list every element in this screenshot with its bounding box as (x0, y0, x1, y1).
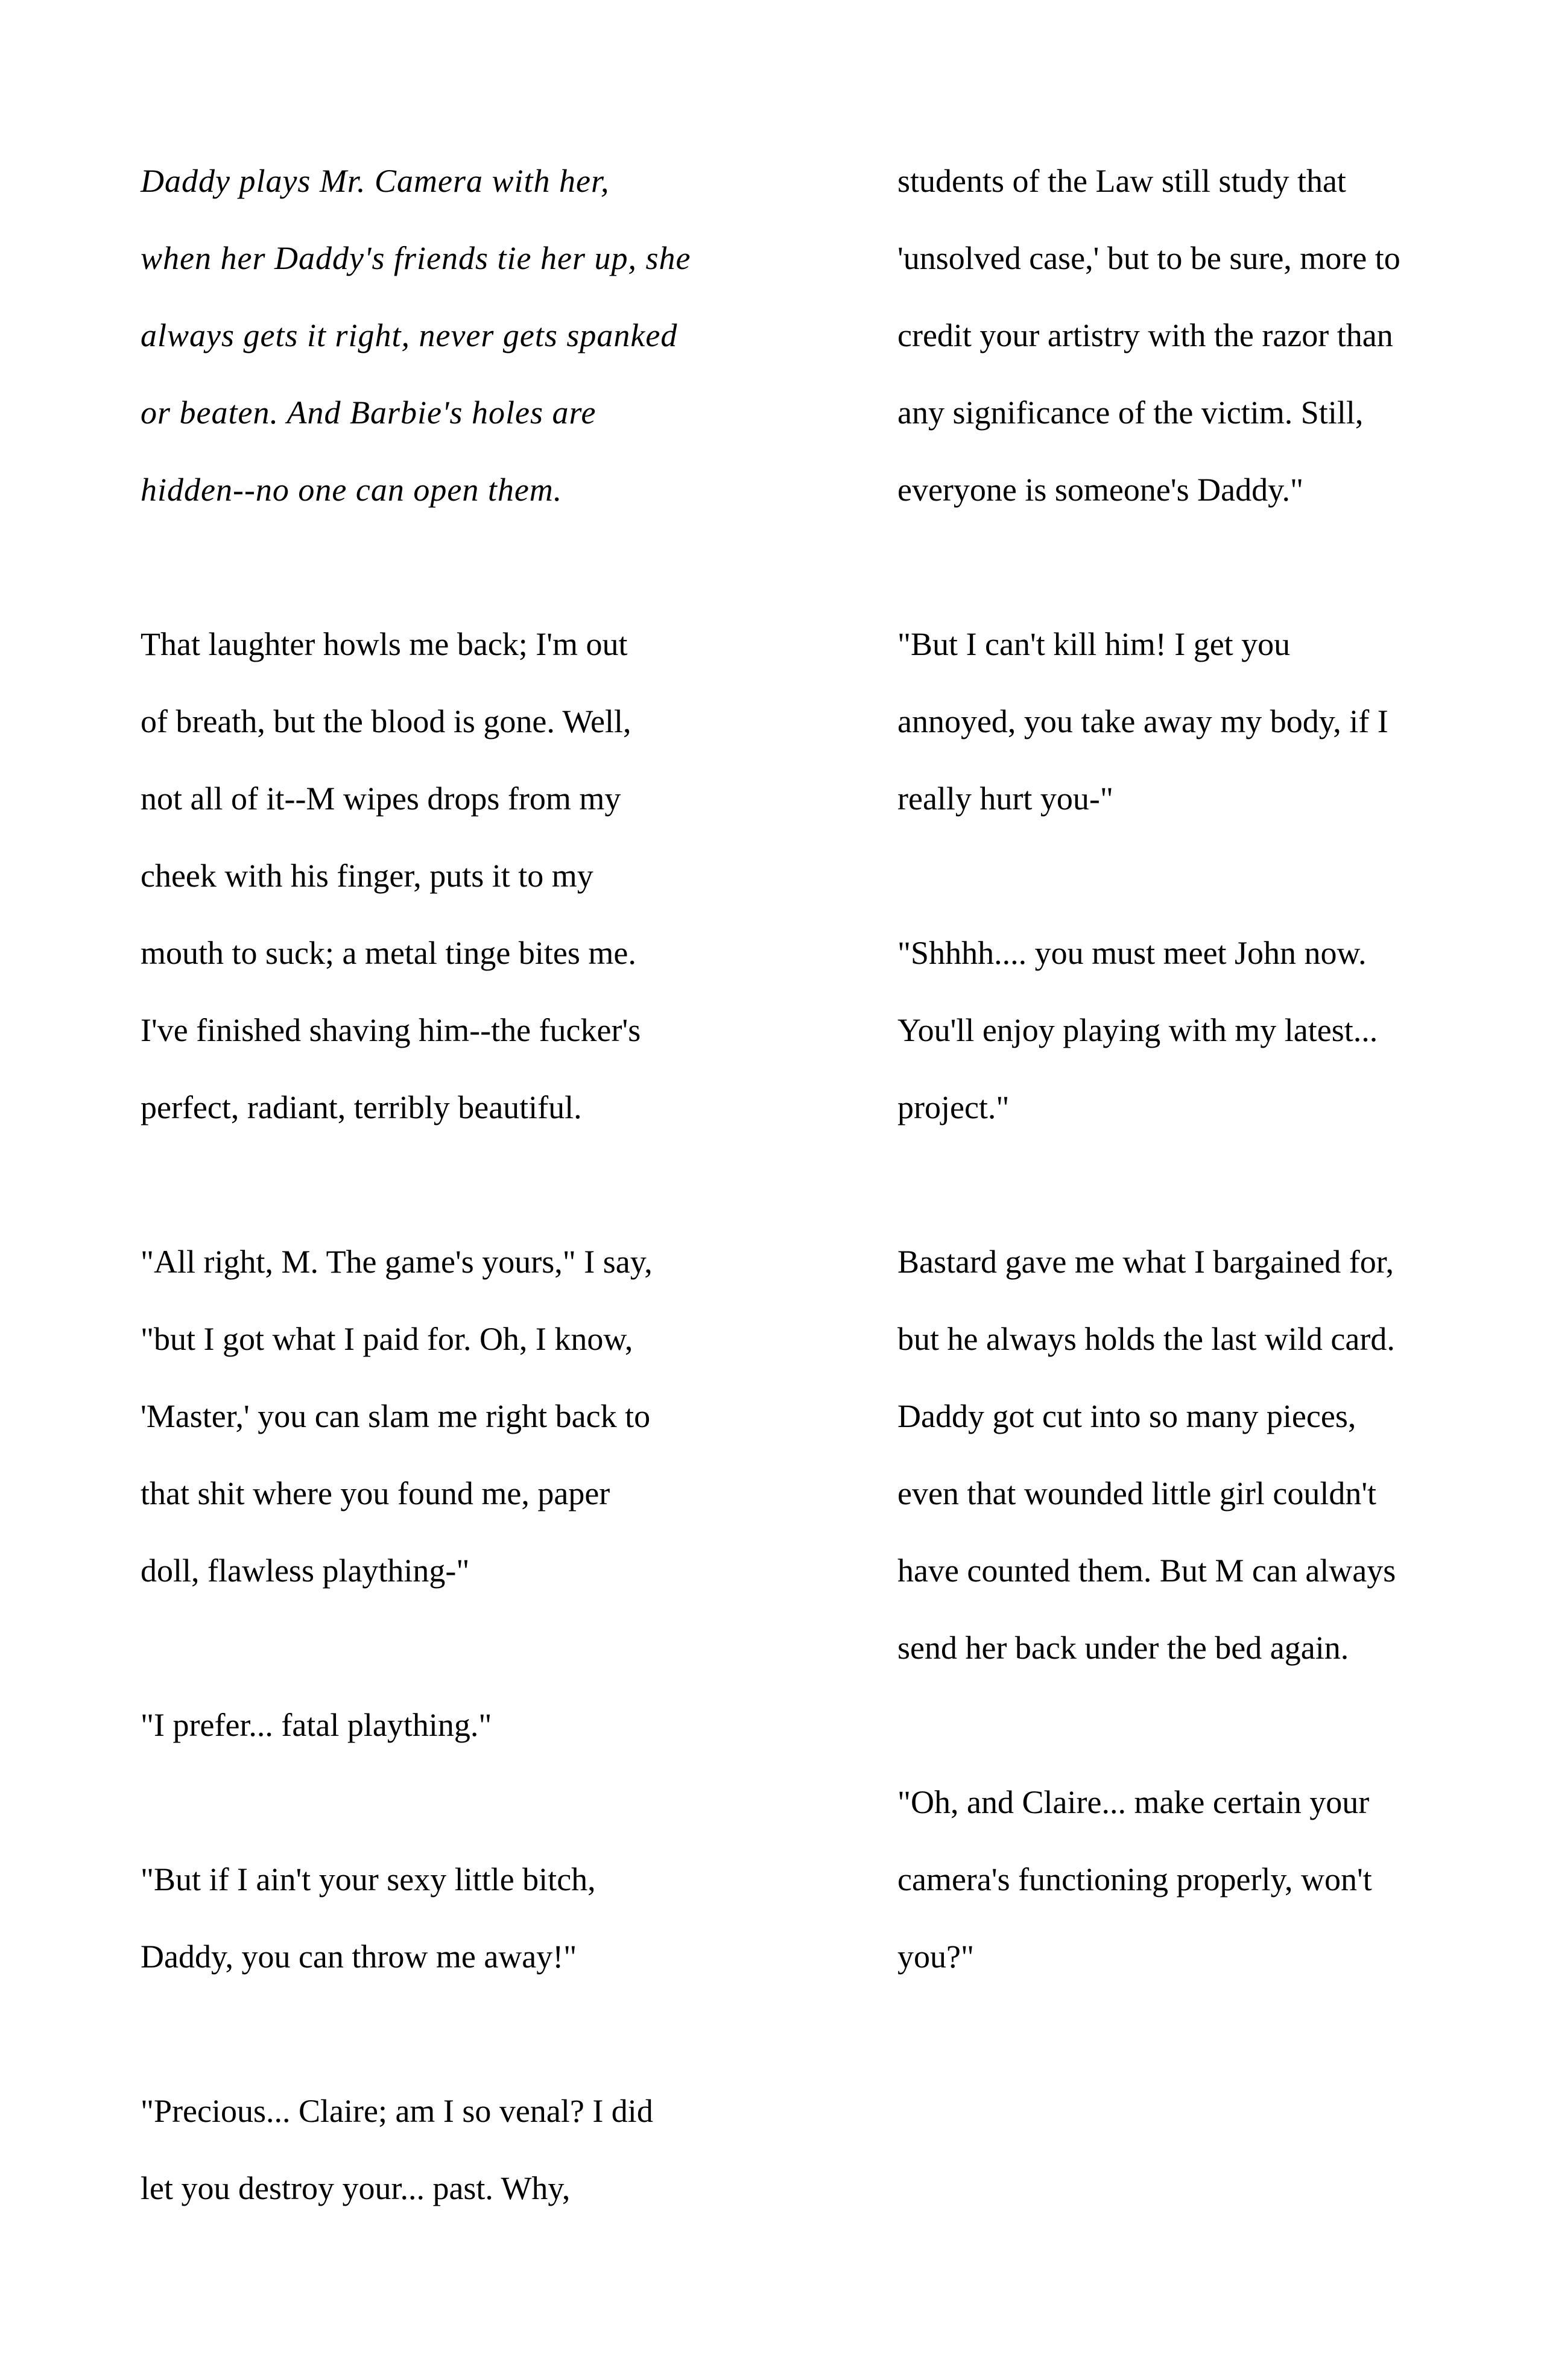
text-line: perfect, radiant, terribly beautiful. (141, 1089, 582, 1125)
text-line: students of the Law still study that (897, 163, 1346, 199)
text-line: "All right, M. The game's yours," I say, (141, 1244, 653, 1280)
text-line: Daddy got cut into so many pieces, (897, 1398, 1356, 1434)
text-line: Daddy plays Mr. Camera with her, (141, 163, 610, 199)
text-line: have counted them. But M can always (897, 1552, 1396, 1589)
text-line: camera's functioning properly, won't (897, 1861, 1372, 1897)
text-line: that shit where you found me, paper (141, 1475, 610, 1511)
text-line: send her back under the bed again. (897, 1630, 1349, 1666)
text-line: hidden--no one can open them. (141, 472, 563, 508)
text-line: "I prefer... fatal plaything." (141, 1707, 492, 1743)
text-line: 'Master,' you can slam me right back to (141, 1398, 651, 1434)
text-line: "Shhhh.... you must meet John now. (897, 935, 1367, 971)
text-line: credit your artistry with the razor than (897, 317, 1393, 353)
text-line: not all of it--M wipes drops from my (141, 780, 621, 817)
text-line: "Oh, and Claire... make certain your (897, 1784, 1370, 1820)
text-line: of breath, but the blood is gone. Well, (141, 703, 631, 739)
text-line: cheek with his finger, puts it to my (141, 858, 593, 894)
text-line: I've finished shaving him--the fucker's (141, 1012, 641, 1048)
text-line: everyone is someone's Daddy." (897, 472, 1304, 508)
text-line: but he always holds the last wild card. (897, 1321, 1395, 1357)
text-line: or beaten. And Barbie's holes are (141, 394, 596, 431)
text-line: project." (897, 1089, 1010, 1125)
text-line: You'll enjoy playing with my latest... (897, 1012, 1378, 1048)
text-line: doll, flawless plaything-" (141, 1552, 470, 1589)
text-line: always gets it right, never gets spanked (141, 317, 678, 353)
text-line: really hurt you-" (897, 780, 1113, 817)
text-line: any significance of the victim. Still, (897, 394, 1364, 431)
text-line: even that wounded little girl couldn't (897, 1475, 1377, 1511)
text-line: let you destroy your... past. Why, (141, 2170, 571, 2206)
text-line: "But if I ain't your sexy little bitch, (141, 1861, 596, 1897)
text-line: Daddy, you can throw me away!" (141, 1938, 577, 1975)
text-line: Bastard gave me what I bargained for, (897, 1244, 1394, 1280)
text-line: you?" (897, 1938, 975, 1975)
text-line: mouth to suck; a metal tinge bites me. (141, 935, 636, 971)
text-line: "but I got what I paid for. Oh, I know, (141, 1321, 633, 1357)
text-line: That laughter howls me back; I'm out (141, 626, 628, 662)
text-line: when her Daddy's friends tie her up, she (141, 240, 691, 276)
text-line: "But I can't kill him! I get you (897, 626, 1291, 662)
text-line: "Precious... Claire; am I so venal? I did (141, 2093, 653, 2129)
text-line: annoyed, you take away my body, if I (897, 703, 1388, 739)
text-line: 'unsolved case,' but to be sure, more to (897, 240, 1400, 276)
